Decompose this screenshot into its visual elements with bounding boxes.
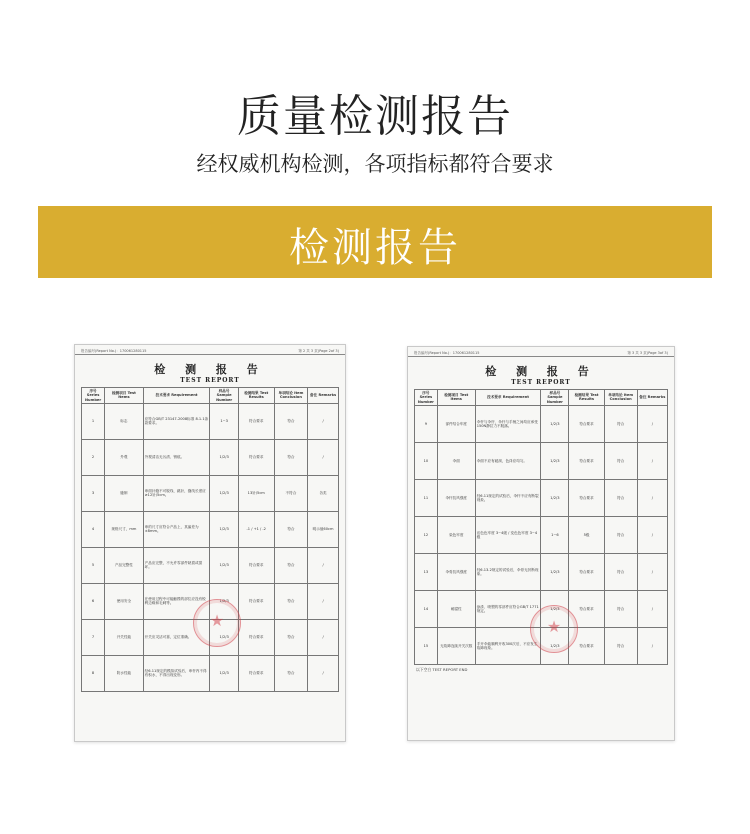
report-page: 第 2 共 3 页(Page 2of 3) <box>298 349 339 353</box>
table-cell-item: 部件结合牢度 <box>437 405 475 442</box>
table-cell-result: 符合要求 <box>569 405 604 442</box>
table-row <box>415 479 668 516</box>
table-cell-remark: / <box>308 439 339 475</box>
table-row <box>82 403 339 439</box>
table-row <box>415 553 668 590</box>
table-header-cell: 样品号 Sample Number <box>541 390 569 406</box>
table-cell-no: 12 <box>415 516 438 553</box>
table-row <box>82 547 339 583</box>
report-image-left <box>74 344 346 742</box>
table-cell-result: 符合要求 <box>569 553 604 590</box>
table-cell-req: 经6.13.2规定的试验后，伞骨无折断现象。 <box>475 553 541 590</box>
page-subtitle: 经权威机构检测，各项指标都符合要求 <box>196 152 554 176</box>
table-cell-no: 2 <box>82 439 105 475</box>
table-cell-concl: 符合 <box>604 627 637 664</box>
table-header-cell: 单项结论 Item Conclusion <box>274 388 307 404</box>
table-cell-sample: 1~6 <box>541 516 569 553</box>
table-cell-concl: 符合 <box>274 583 307 619</box>
table-header-cell: 单项结论 Item Conclusion <box>604 390 637 406</box>
table-cell-sample: 1/2/3 <box>210 439 238 475</box>
table-cell-item: 外观 <box>105 439 144 475</box>
table-cell-result: 符合要求 <box>238 403 274 439</box>
table-cell-no: 13 <box>415 553 438 590</box>
table-cell-remark: / <box>308 547 339 583</box>
table-cell-remark: / <box>637 479 667 516</box>
table-cell-no: 5 <box>82 547 105 583</box>
table-cell-sample: 1/2/3 <box>210 547 238 583</box>
table-header-cell: 检测项目 Test Items <box>105 388 144 404</box>
table-cell-remark: / <box>308 655 339 691</box>
table-cell-result: 符合要求 <box>238 619 274 655</box>
table-cell-concl: 符合 <box>274 439 307 475</box>
table-cell-remark: / <box>637 553 667 590</box>
table-cell-concl: 符合 <box>274 547 307 583</box>
table-header-row <box>415 390 668 406</box>
table-cell-sample: 1/2/3 <box>541 479 569 516</box>
table-cell-sample: 1/2/3 <box>210 475 238 511</box>
table-cell-sample: 1/2/3 <box>210 619 238 655</box>
table-header-cell: 序号 Series Number <box>82 388 105 404</box>
table-cell-result: 符合要求 <box>238 655 274 691</box>
table-cell-req: 开关应灵活可靠，定位准确。 <box>143 619 210 655</box>
table-cell-result: 5级 <box>569 516 604 553</box>
table-cell-no: 9 <box>415 405 438 442</box>
table-cell-req: 手开伞能顺利开收300次后，不应发生故障现象。 <box>475 627 541 664</box>
table-cell-remark: 各类 <box>308 475 339 511</box>
table-cell-item: 产品完整性 <box>105 547 144 583</box>
table-header-cell: 技术要求 Requirement <box>143 388 210 404</box>
table-cell-no: 14 <box>415 590 438 627</box>
seal-stamp <box>193 599 241 647</box>
table-cell-result: 符合要求 <box>238 583 274 619</box>
table-cell-sample: 1/2/3 <box>210 583 238 619</box>
report-number: 报告编号(Report No.)：170061280115 <box>81 349 147 353</box>
table-header-cell: 备注 Remarks <box>637 390 667 406</box>
table-cell-concl: 符合 <box>604 479 637 516</box>
table-cell-remark: / <box>637 590 667 627</box>
page-title: 质量检测报告 <box>237 91 513 142</box>
seal-stamp <box>530 605 578 653</box>
table-header-row <box>82 388 339 404</box>
table-row <box>82 475 339 511</box>
table-header-cell: 样品号 Sample Number <box>210 388 238 404</box>
table-cell-item: 标志 <box>105 403 144 439</box>
report-title: 检 测 报 告 <box>485 365 597 378</box>
table-cell-remark: / <box>308 583 339 619</box>
table-cell-remark: 明示值60cm <box>308 511 339 547</box>
table-cell-sample: 1/2/3 <box>210 511 238 547</box>
table-cell-no: 3 <box>82 475 105 511</box>
table-cell-remark: / <box>308 403 339 439</box>
table-cell-item: 规格尺寸，mm <box>105 511 144 547</box>
table-cell-no: 7 <box>82 619 105 655</box>
table-cell-concl: 符合 <box>274 619 307 655</box>
section-banner <box>38 206 712 278</box>
report-title: 检 测 报 告 <box>154 363 266 376</box>
table-cell-item: 伞杆抗风强度 <box>437 479 475 516</box>
table-cell-req: 伞面不应有破洞，色泽应均匀。 <box>475 442 541 479</box>
table-cell-concl: 不符合 <box>274 475 307 511</box>
table-cell-concl: 符合 <box>604 553 637 590</box>
table-cell-req: 产品应完整，不允许零部件缺损或损坏。 <box>143 547 210 583</box>
table-cell-sample: 1/2/3 <box>541 405 569 442</box>
table-row <box>82 655 339 691</box>
table-cell-remark: / <box>637 516 667 553</box>
table-cell-req: 经6.11规定的模拟试验后，串杆内不得有积水，不得出现变形。 <box>143 655 210 691</box>
table-cell-no: 4 <box>82 511 105 547</box>
table-cell-sample: 1/2/3 <box>541 627 569 664</box>
table-cell-sample: 1/2/3 <box>541 553 569 590</box>
table-cell-no: 11 <box>415 479 438 516</box>
table-cell-req: 伞杆与伞杆、伞杆与手柄之间均应承受150N静拉力不脱落。 <box>475 405 541 442</box>
table-cell-result: 符合要求 <box>569 479 604 516</box>
table-cell-result: 13针/5cm <box>238 475 274 511</box>
table-row <box>82 439 339 475</box>
table-cell-req: 串的尺寸应符合产品上，其偏差为±8mm。 <box>143 511 210 547</box>
table-cell-item: 伞骨抗风强度 <box>437 553 475 590</box>
table-cell-req: 外观清洁无污渍、锈痕。 <box>143 439 210 475</box>
table-cell-sample: 1/2/3 <box>541 590 569 627</box>
table-cell-concl: 符合 <box>274 511 307 547</box>
table-cell-req: 沾色色牢度 3~4级 / 变色色牢度 3~4级 <box>475 516 541 553</box>
table-cell-no: 10 <box>415 442 438 479</box>
table-cell-item: 耐腐性 <box>437 590 475 627</box>
table-header-cell: 备注 Remarks <box>308 388 339 404</box>
table-cell-concl: 符合 <box>604 590 637 627</box>
table-cell-item: 伞面 <box>437 442 475 479</box>
table-cell-remark: / <box>637 627 667 664</box>
report-end-note: 以下空白 TEST REPORT END <box>416 666 468 672</box>
table-cell-no: 15 <box>415 627 438 664</box>
report-number: 报告编号(Report No.)：170061280115 <box>414 351 480 355</box>
report-header <box>75 345 345 355</box>
table-cell-result: 符合要求 <box>569 442 604 479</box>
table-cell-remark: / <box>637 405 667 442</box>
table-header-cell: 序号 Series Number <box>415 390 438 406</box>
table-cell-item: 防水性能 <box>105 655 144 691</box>
table-row <box>415 405 668 442</box>
table-row <box>415 516 668 553</box>
table-cell-item: 使用安全 <box>105 583 144 619</box>
table-cell-remark: / <box>308 619 339 655</box>
table-cell-no: 8 <box>82 655 105 691</box>
table-cell-req: 涂漆、喷塑的零部件应符合GB/T 1771规定。 <box>475 590 541 627</box>
table-cell-req: 应符合GB/T 23147-2008标准 8.1.1条款要求。 <box>143 403 210 439</box>
table-cell-sample: 1/2/3 <box>541 442 569 479</box>
table-cell-result: 符合要求 <box>569 590 604 627</box>
table-header-cell: 检测项目 Test Items <box>437 390 475 406</box>
table-cell-concl: 符合 <box>604 405 637 442</box>
report-subtitle: TEST REPORT <box>511 379 571 386</box>
table-cell-req: 串面针缝不可脱线、跳针，缝线长度应≥12针/5cm。 <box>143 475 210 511</box>
table-cell-req: 在使用过程中可能触摸的部位应没有锐利边缘和毛刺等。 <box>143 583 210 619</box>
table-cell-sample: 1/2/3 <box>210 655 238 691</box>
table-cell-result: 符合要求 <box>238 439 274 475</box>
report-page: 第 3 共 3 页(Page 3of 3) <box>627 351 668 355</box>
table-cell-item: 染色牢度 <box>437 516 475 553</box>
report-subtitle: TEST REPORT <box>180 377 240 384</box>
table-row <box>415 442 668 479</box>
table-cell-result: 符合要求 <box>238 547 274 583</box>
table-header-cell: 检测结果 Test Results <box>238 388 274 404</box>
table-row <box>82 511 339 547</box>
table-cell-req: 经6.11规定的试验后，伞杆不应有断裂现象。 <box>475 479 541 516</box>
table-cell-no: 1 <box>82 403 105 439</box>
table-cell-remark: / <box>637 442 667 479</box>
table-cell-item: 无故障连续开关次数 <box>437 627 475 664</box>
table-cell-concl: 符合 <box>274 403 307 439</box>
table-cell-item: 缝制 <box>105 475 144 511</box>
table-cell-sample: 1~3 <box>210 403 238 439</box>
banner-text: 检测报告 <box>289 225 461 271</box>
table-cell-concl: 符合 <box>274 655 307 691</box>
table-header-cell: 技术要求 Requirement <box>475 390 541 406</box>
report-header <box>408 347 674 357</box>
table-cell-result: -1 / +1 / -2 <box>238 511 274 547</box>
table-cell-result: 符合要求 <box>569 627 604 664</box>
report-image-right <box>407 346 675 741</box>
table-cell-item: 开关性能 <box>105 619 144 655</box>
table-cell-no: 6 <box>82 583 105 619</box>
table-header-cell: 检测结果 Test Results <box>569 390 604 406</box>
table-cell-concl: 符合 <box>604 442 637 479</box>
table-cell-concl: 符合 <box>604 516 637 553</box>
